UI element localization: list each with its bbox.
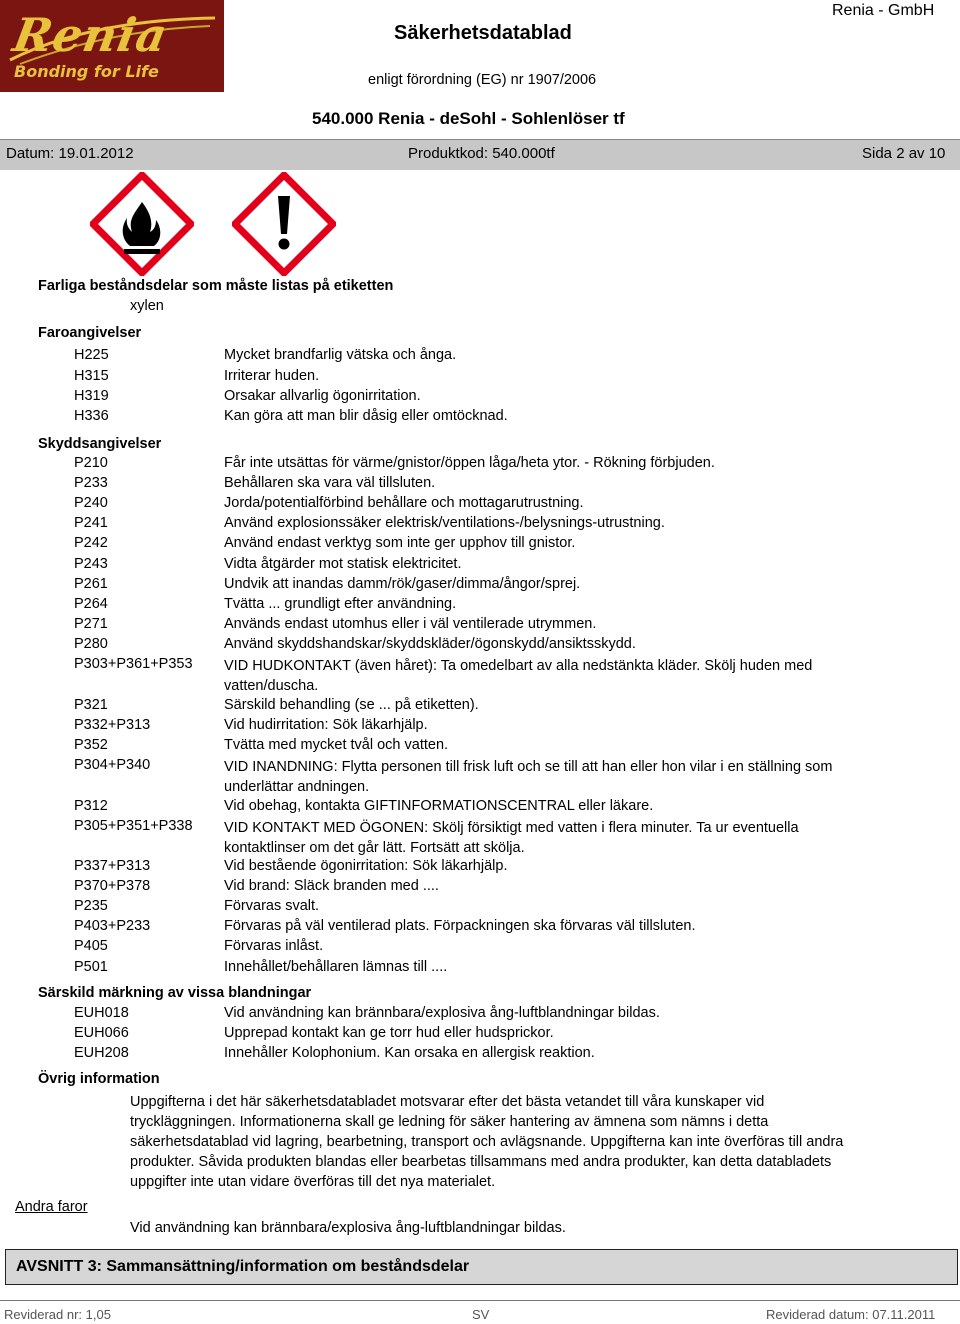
footer-divider bbox=[0, 1300, 960, 1301]
statement-code: P280 bbox=[74, 636, 108, 652]
statement-text: Behållaren ska vara väl tillsluten. bbox=[224, 475, 436, 491]
flame-icon bbox=[90, 172, 194, 276]
statement-text: Jorda/potentialförbind behållare och mottagarutrustning. bbox=[224, 495, 584, 511]
statement-text: Undvik att inandas damm/rök/gaser/dimma/ångor/sprej. bbox=[224, 576, 581, 592]
product-code: Produktkod: 540.000tf bbox=[408, 145, 555, 162]
statement-text: Vid hudirritation: Sök läkarhjälp. bbox=[224, 717, 428, 733]
statement-code: P501 bbox=[74, 959, 108, 975]
other-hazards-text: Vid användning kan brännbara/explosiva ång-luftblandningar bildas. bbox=[130, 1220, 566, 1236]
statement-text: Förvaras på väl ventilerad plats. Förpackningen ska förvaras väl tillsluten. bbox=[224, 918, 696, 934]
statement-text: Irriterar huden. bbox=[224, 368, 320, 384]
document-title: Säkerhetsdatablad bbox=[394, 22, 572, 44]
statement-text: Innehållet/behållaren lämnas till .... bbox=[224, 959, 448, 975]
statement-text: Kan göra att man blir dåsig eller omtöcknad. bbox=[224, 408, 508, 424]
hazard-component-value: xylen bbox=[130, 298, 164, 314]
statement-code: P261 bbox=[74, 576, 108, 592]
statement-text: Vid användning kan brännbara/explosiva ång-luftblandningar bildas. bbox=[224, 1005, 660, 1021]
statement-code: P303+P361+P353 bbox=[74, 656, 193, 672]
statement-code: P243 bbox=[74, 556, 108, 572]
statement-text: VID KONTAKT MED ÖGONEN: Skölj försiktigt med vatten i flera minuter. Ta ur eventuella kontaktlinser om det går lätt. Fortsätt att skölja. bbox=[224, 820, 799, 856]
statement-text: Använd endast verktyg som inte ger upphov till gnistor. bbox=[224, 535, 576, 551]
hazard-statements-heading: Faroangivelser bbox=[38, 325, 142, 341]
statement-code: P321 bbox=[74, 697, 108, 713]
statement-code: P271 bbox=[74, 616, 108, 632]
logo-tagline: Bonding for Life bbox=[14, 62, 159, 81]
statement-text: Använd explosionssäker elektrisk/ventilations-/belysnings-utrustning. bbox=[224, 515, 665, 531]
statement-code: P210 bbox=[74, 455, 108, 471]
statement-text: VID INANDNING: Flytta personen till frisk luft och se till att han eller hon vilar i en ställning som underlättar andningen. bbox=[224, 759, 833, 795]
product-name: 540.000 Renia - deSohl - Sohlenlöser tf bbox=[312, 109, 625, 128]
statement-text: Vidta åtgärder mot statisk elektricitet. bbox=[224, 556, 462, 572]
statement-text: Orsakar allvarlig ögonirritation. bbox=[224, 388, 421, 404]
statement-text: Tvätta med mycket tvål och vatten. bbox=[224, 737, 449, 753]
statement-text: Tvätta ... grundligt efter användning. bbox=[224, 596, 457, 612]
revision-number: Reviderad nr: 1,05 bbox=[4, 1307, 111, 1322]
language-code: SV bbox=[472, 1307, 490, 1322]
revision-date: Reviderad datum: 07.11.2011 bbox=[766, 1307, 936, 1322]
statement-code: EUH208 bbox=[74, 1045, 129, 1061]
renia-logo bbox=[0, 0, 224, 92]
page-number: Sida 2 av 10 bbox=[862, 145, 946, 162]
logo-name: Renia bbox=[9, 8, 172, 62]
statement-text: Använd skyddshandskar/skyddskläder/ögonskydd/ansiktsskydd. bbox=[224, 636, 636, 652]
exclamation-icon bbox=[232, 172, 336, 276]
statement-code: P337+P313 bbox=[74, 858, 151, 874]
statement-code: EUH018 bbox=[74, 1005, 129, 1021]
statement-code: P304+P340 bbox=[74, 757, 151, 773]
statement-text: Vid brand: Släck branden med .... bbox=[224, 878, 439, 894]
special-labelling-heading: Särskild märkning av vissa blandningar bbox=[38, 985, 312, 1001]
section-3-heading-bar bbox=[5, 1249, 958, 1285]
statement-text: Vid bestående ögonirritation: Sök läkarhjälp. bbox=[224, 858, 508, 874]
statement-code: H319 bbox=[74, 388, 109, 404]
hazard-components-heading: Farliga beståndsdelar som måste listas på etiketten bbox=[38, 278, 394, 294]
statement-code: P264 bbox=[74, 596, 108, 612]
statement-code: P405 bbox=[74, 938, 108, 954]
statement-text: Särskild behandling (se ... på etiketten). bbox=[224, 697, 479, 713]
statement-code: H336 bbox=[74, 408, 109, 424]
statement-code: P312 bbox=[74, 798, 108, 814]
statement-code: P305+P351+P338 bbox=[74, 818, 193, 834]
statement-code: P240 bbox=[74, 495, 108, 511]
statement-code: P370+P378 bbox=[74, 878, 151, 894]
statement-code: P352 bbox=[74, 737, 108, 753]
statement-code: H315 bbox=[74, 368, 109, 384]
statement-code: P233 bbox=[74, 475, 108, 491]
statement-code: P242 bbox=[74, 535, 108, 551]
statement-code: P332+P313 bbox=[74, 717, 151, 733]
other-info-heading: Övrig information bbox=[38, 1071, 160, 1087]
statement-code: P241 bbox=[74, 515, 108, 531]
other-hazards-heading: Andra faror bbox=[15, 1199, 88, 1215]
document-date: Datum: 19.01.2012 bbox=[6, 145, 134, 162]
company-name: Renia - GmbH bbox=[832, 2, 935, 19]
statement-code: EUH066 bbox=[74, 1025, 129, 1041]
statement-code: P403+P233 bbox=[74, 918, 151, 934]
statement-text: Används endast utomhus eller i väl ventilerade utrymmen. bbox=[224, 616, 597, 632]
statement-text: Förvaras svalt. bbox=[224, 898, 320, 914]
statement-text: Vid obehag, kontakta GIFTINFORMATIONSCENTRAL eller läkare. bbox=[224, 798, 654, 814]
statement-text: Innehåller Kolophonium. Kan orsaka en allergisk reaktion. bbox=[224, 1045, 595, 1061]
statement-code: H225 bbox=[74, 347, 109, 363]
regulation-text: enligt förordning (EG) nr 1907/2006 bbox=[368, 72, 597, 88]
header-info-bar bbox=[0, 139, 960, 170]
statement-text: Förvaras inlåst. bbox=[224, 938, 324, 954]
statement-text: Mycket brandfarlig vätska och ånga. bbox=[224, 347, 457, 363]
precautionary-statements-heading: Skyddsangivelser bbox=[38, 436, 162, 452]
statement-code: P235 bbox=[74, 898, 108, 914]
statement-text: Får inte utsättas för värme/gnistor/öppen låga/heta ytor. - Rökning förbjuden. bbox=[224, 455, 715, 471]
statement-text: Upprepad kontakt kan ge torr hud eller hudsprickor. bbox=[224, 1025, 554, 1041]
statement-text: VID HUDKONTAKT (även håret): Ta omedelbart av alla nedstänkta kläder. Skölj huden med vatten/duscha. bbox=[224, 658, 813, 694]
section-3-heading: AVSNITT 3: Sammansättning/information om beståndsdelar bbox=[16, 1258, 470, 1275]
other-info-text: Uppgifterna i det här säkerhetsdatabladet motsvarar efter det bästa vetandet till våra kunskaper vid tryckläggningen. Informationerna skall ge ledning för säker hantering av ämnena som nämns i detta säkerhetsdatablad vid lagring, bearbetning, transport och avlägsnande. Uppgifterna kan inte överföras till andra produkter. Såvida produkten blandas eller bearbetas tillsammans med andra produkter, kan detta databladets uppgifter inte utan vidare överföras till det nya materialet. bbox=[130, 1094, 844, 1190]
